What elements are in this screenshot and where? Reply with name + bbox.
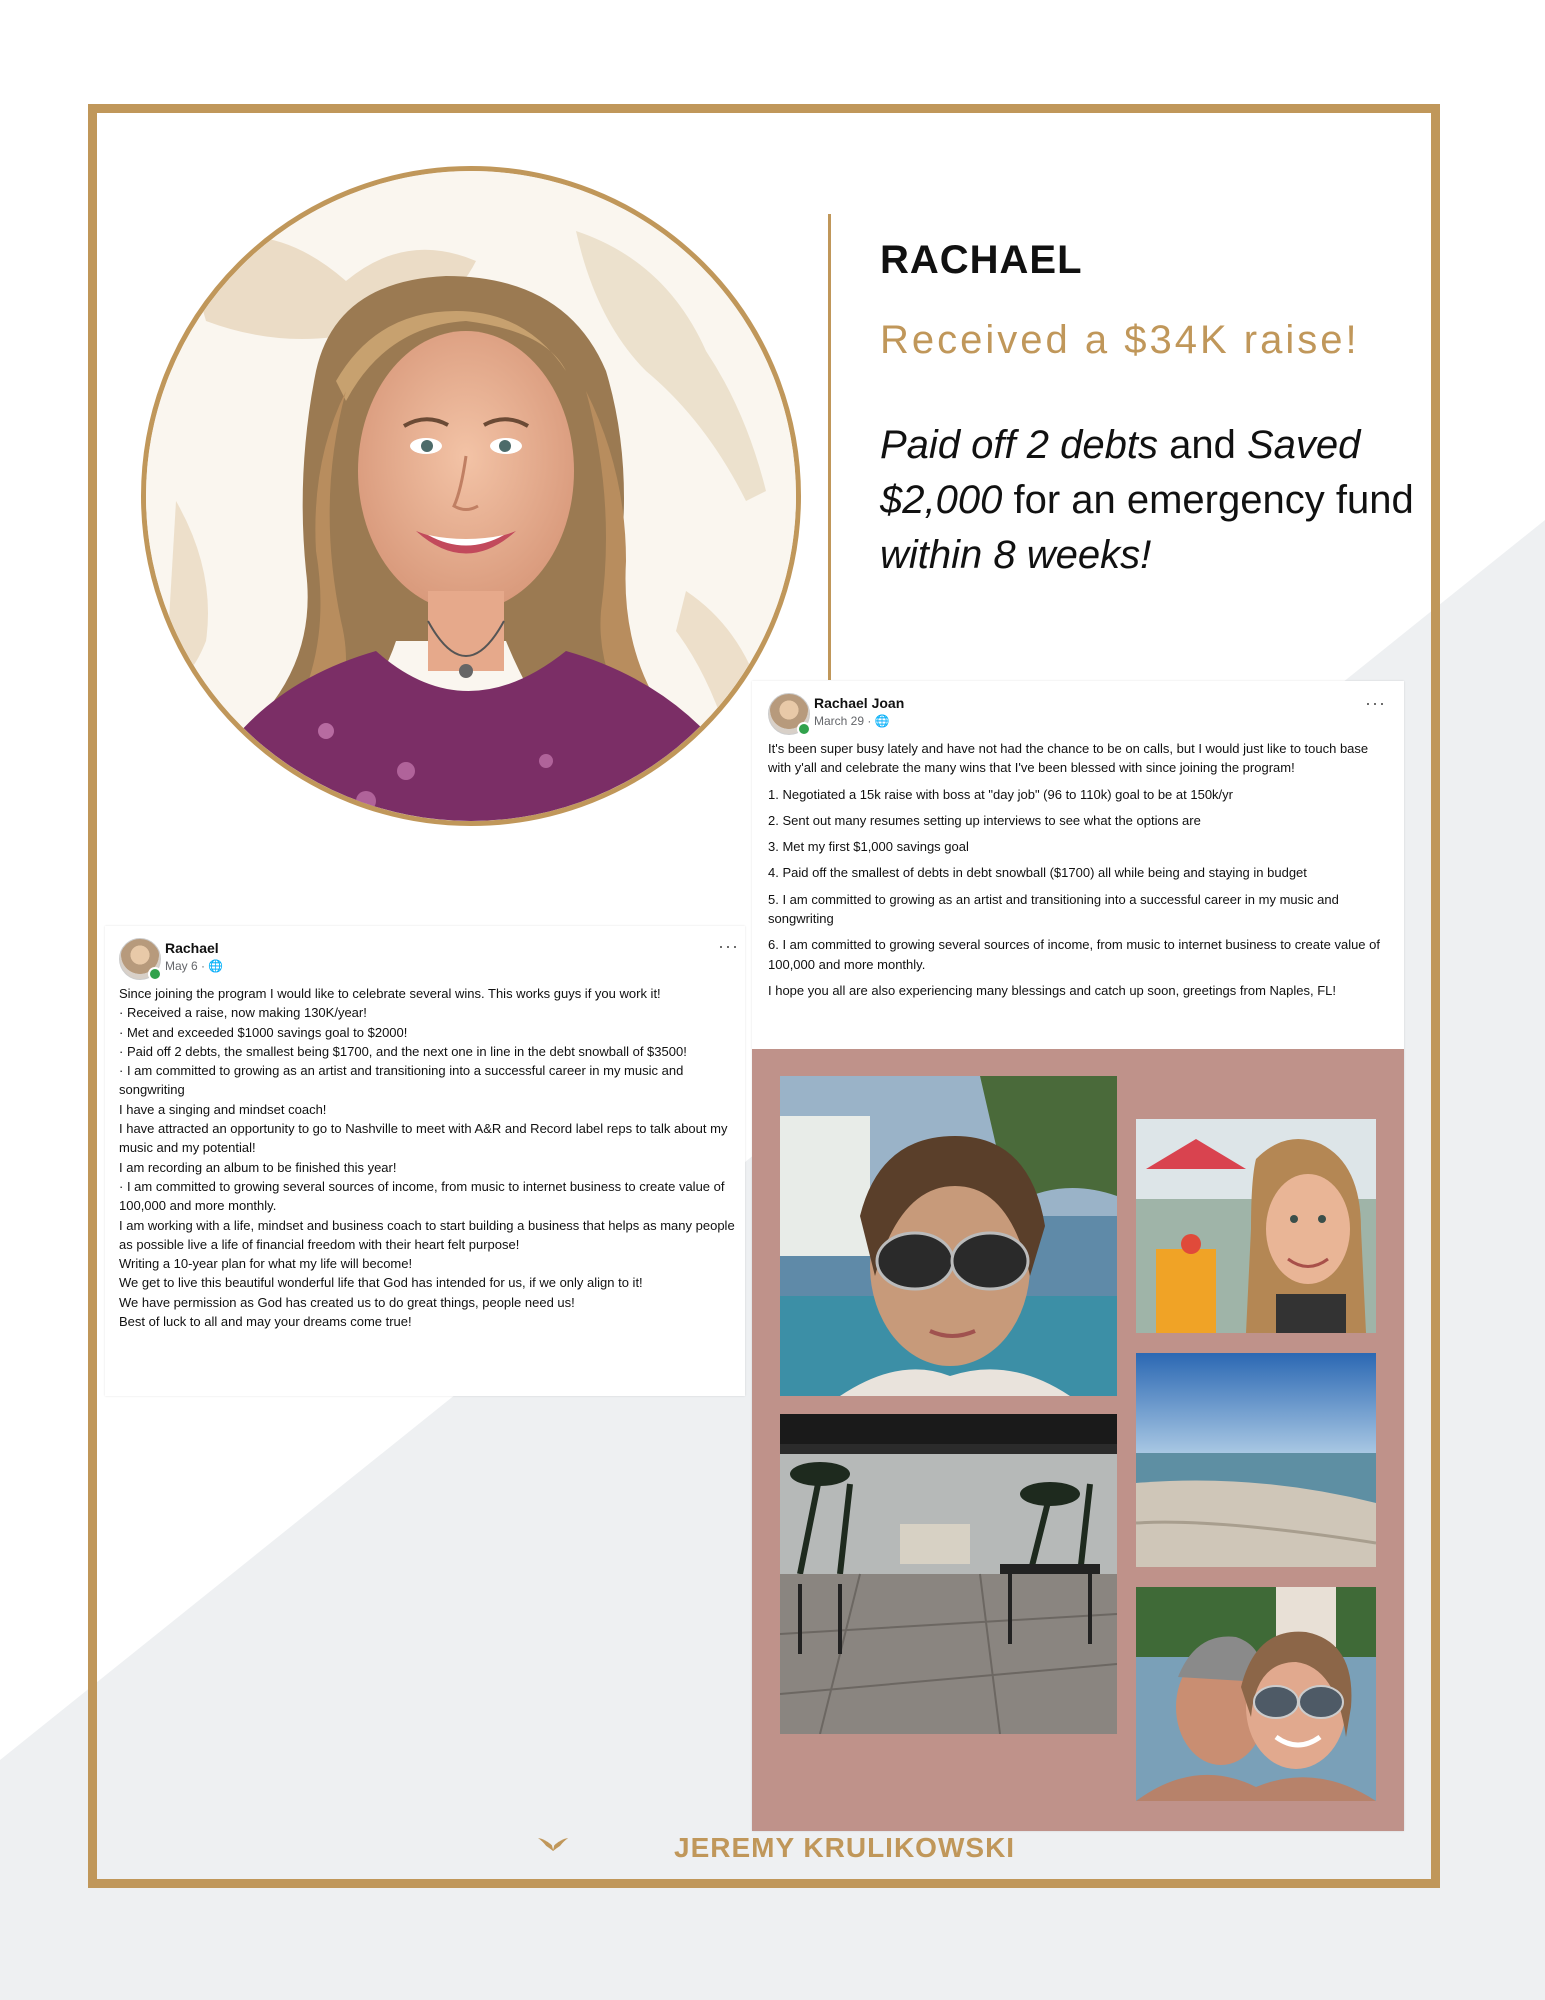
post-paragraph: 2. Sent out many resumes setting up interviews to see what the options are (768, 812, 1201, 828)
headline-and: and (1157, 423, 1247, 467)
post-line: Writing a 10-year plan for what my life will become! (119, 1256, 413, 1272)
online-dot (797, 722, 811, 736)
post-line: · I am committed to growing as an artist and transitioning into a successful career in my music and songwriting (119, 1063, 684, 1098)
post-paragraph: I hope you all are also experiencing many blessings and catch up soon, greetings from Naples, FL! (768, 982, 1336, 998)
post-paragraph: 3. Met my first $1,000 savings goal (768, 839, 969, 855)
post-rachael (105, 926, 745, 1396)
post-date[interactable] (165, 959, 223, 973)
post-line: Since joining the program I would like to celebrate several wins. This works guys if you work it! (119, 986, 661, 1001)
post-author[interactable]: Rachael Joan (814, 695, 905, 711)
post-paragraph: 5. I am committed to growing as an artist and transitioning into a successful career in my music and songwriting (768, 891, 1339, 927)
portrait-photo (141, 166, 801, 826)
photo-beach[interactable] (1136, 1353, 1376, 1567)
post-paragraph: 6. I am committed to growing several sources of income, from music to internet business to create value of 100,000 and more monthly. (768, 937, 1380, 972)
post-line: I am recording an album to be finished this year! (119, 1159, 397, 1175)
avatar[interactable] (768, 693, 810, 735)
post-line: · Met and exceeded $1000 savings goal to $2000! (119, 1024, 408, 1040)
post-date-text: March 29 · (814, 714, 875, 728)
headline-debts: Paid off 2 debts (880, 423, 1158, 467)
post-body (119, 984, 745, 1331)
globe-icon: 🌐 (874, 714, 890, 728)
photo-pool-selfie[interactable] (780, 1076, 1117, 1396)
post-author[interactable]: Rachael (165, 940, 219, 956)
headline-saved: Saved $2,000 (880, 423, 1361, 522)
post-line: I have a singing and mindset coach! (119, 1101, 327, 1117)
post-line: Best of luck to all and may your dreams come true! (119, 1314, 412, 1330)
divider-line (828, 214, 831, 680)
eagle-logo-icon (538, 1812, 668, 1876)
post-line: · Received a raise, now making 130K/year! (119, 1005, 367, 1021)
photo-couple-selfie[interactable] (1136, 1587, 1376, 1801)
avatar[interactable] (119, 938, 161, 980)
more-options-icon[interactable]: ··· (1365, 693, 1386, 713)
post-line: We have permission as God has created us to do great things, people need us! (119, 1294, 575, 1310)
post-line: · Paid off 2 debts, the smallest being $1700, and the next one in line in the debt snowball of $3500! (119, 1043, 687, 1059)
post-body (768, 739, 1392, 1007)
post-paragraph: 4. Paid off the smallest of debts in debt snowball ($1700) all while being and staying in budget (768, 865, 1307, 881)
globe-icon: 🌐 (208, 959, 224, 973)
footer-brand: JEREMY KRULIKOWSKI (674, 1832, 1016, 1863)
photo-gallery (752, 1049, 1404, 1831)
headline-fund: for an emergency fund (1002, 478, 1414, 522)
hero-name: RACHAEL (880, 238, 1083, 282)
photo-drink-selfie[interactable] (1136, 1119, 1376, 1333)
hero-headline (880, 418, 1420, 583)
post-line: · I am committed to growing several sources of income, from music to internet business to create value of 100,000 and more monthly. (119, 1178, 725, 1214)
post-line: I have attracted an opportunity to go to Nashville to meet with A&R and Record label reps to talk about my music and my potential! (119, 1121, 728, 1156)
post-paragraph: 1. Negotiated a 15k raise with boss at "day job" (96 to 110k) goal to be at 150k/yr (768, 786, 1233, 802)
post-rachael-joan (752, 681, 1404, 1831)
post-line: I am working with a life, mindset and business coach to start building a business that helps as many people as possible live a life of financial freedom with their heart felt purpose! (119, 1217, 735, 1252)
headline-within: within 8 weeks! (880, 533, 1152, 577)
photo-patio[interactable] (780, 1414, 1117, 1734)
more-options-icon[interactable]: ··· (718, 936, 739, 956)
hero-raise: Received a $34K raise! (880, 318, 1360, 362)
post-date-text: May 6 · (165, 959, 209, 973)
post-date[interactable] (814, 714, 890, 728)
post-line: We get to live this beautiful wonderful life that God has intended for us, if we only align to it! (119, 1275, 643, 1291)
post-paragraph: It's been super busy lately and have not had the chance to be on calls, but I would just like to touch base with y'all and celebrate the many wins that I've been blessed with since joining the program! (768, 741, 1369, 776)
online-dot (148, 967, 162, 981)
